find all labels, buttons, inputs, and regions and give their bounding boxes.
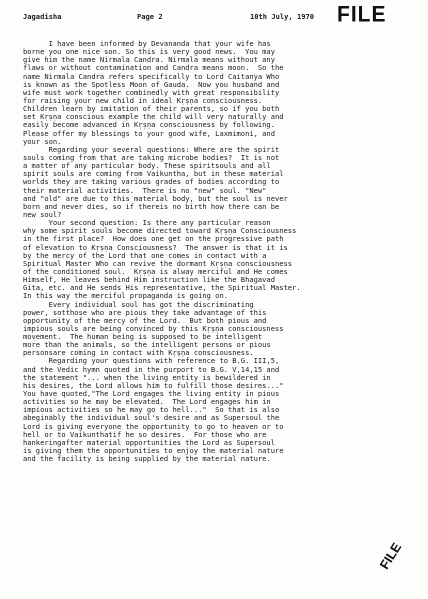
text-line: for raising your new child in ideal Kṛṣṇa consciousness. [23,95,263,105]
text-line: Your second question: Is there any particular reason [23,218,271,228]
text-line: spirit souls are coming from Vaikuntha, but in these material [23,169,284,179]
text-line: Lord is giving everyone the opportunity to go to heaven or to [23,421,284,431]
text-line: their material activities. There is no "new" soul. "New" [23,185,267,195]
letter-date: 10th July, 1970 [250,12,315,21]
text-line: new soul? [23,209,62,219]
text-line: You have quoted,"The Lord engages the living entity in pious [23,389,280,399]
text-line: why some spirit souls become directed toward Kṛṣṇa Consciousness [23,226,297,236]
text-line: a matter of any particular body. These spiritsouls and all [23,161,271,171]
text-line: In this way the merciful propaganda is going on. [23,291,228,301]
text-line: I have been informed by Devananda that your wife has [23,39,271,48]
text-line: worlds they are taking various grades of bodies according to [23,177,280,187]
text-line: and "old" are due to this material body, but the soul is never [23,193,288,203]
text-line: souls coming from that are taking microbe bodies? It is not [23,152,280,162]
text-line: personsare coming in contact with Kṛṣṇa consciousness. [23,348,254,358]
file-stamp-bottom: FILE [376,539,405,572]
text-line: your son. [23,136,62,146]
text-line: Regarding your questions with reference to B.G. III,5, [23,356,280,366]
text-line: easily become advanced in Kṛṣṇa consciousness by following. [23,120,275,130]
text-line: impious souls are being convinced by this Kṛṣṇa consciousness [23,323,284,333]
text-line: Spiritual Master Who can revive the dormant Kṛṣṇa consciousness [23,258,293,268]
text-line: give him the name Nirmala Candra. Nirmala means without any [23,55,275,65]
text-line: Regarding your several questions: Where are the spirit [23,144,280,154]
page-number: Page 2 [137,12,163,21]
text-line: in the first place? How does one get on the progressive path [23,234,284,244]
text-line: impious activities so he may go to hell..." So that is also [23,405,280,415]
text-line: borne you one nice son. So this is very good news. You may [23,47,275,57]
text-line: is giving them the opportunities to enjoy the material nature [23,446,284,456]
text-line: set Kṛṣṇa conscious example the child will very naturally and [23,112,284,122]
text-line: the statement "... when the living entity is bewildered in [23,372,271,382]
text-line: activities so he may be elevated. The Lord engages him in [23,397,271,407]
text-line: of elevation to Kṛṣṇa Consciousness? The answer is that it is [23,242,288,252]
text-line: born and never dies, so if thereis no birth how there can be [23,201,280,211]
text-line: is known as the Spotless Moon of Gauda. Now you husband and [23,79,280,89]
letter-header [0,2,428,27]
text-line: Please offer my blessings to your good wife, Laxmimoni, and [23,128,275,138]
text-line: more than the animals, so the intelligent persons or pious [23,340,271,350]
text-line: and the Vedic hymn quoted in the purport to B.G. V,14,15 and [23,364,280,374]
text-line: of the conditioned soul. Kṛṣṇa is alway merciful and He comes [23,266,288,276]
text-line: power, sotthose who are pious they take advantage of this [23,307,267,317]
text-line: movement. The human being is supposed to be intelligent [23,332,263,342]
text-line: opportunity of the mercy of the Lord. But both pious and [23,315,267,325]
text-line: hankeringafter material opportunities the Lord as Supersoul [23,437,275,447]
text-line: wife must work together combinedly with great responsibility [23,87,280,97]
text-line: Himself, He leaves behind Him instruction like the Bhagavad [23,275,275,285]
text-line: Gita, etc. and He sends His representative, the Spiritual Master. [23,283,301,293]
text-line: by the mercy of the Lord that one comes in contact with a [23,250,267,260]
text-line: Every individual soul has got the discriminating [23,299,254,309]
text-line: Children learn by imitation of their parents, so if you both [23,104,280,114]
text-line: his desires, the Lord allows him to fulfill those desires..." [23,380,284,390]
letter-body [23,40,413,463]
text-line: and the facility is being supplied by the material nature. [23,454,271,464]
text-line: hell or to Vaikunthatif he so desires. For those who are [23,429,267,439]
text-line: name Nirmala Candra refers specifically to Lord Caitanya Who [23,71,280,81]
text-line: abeginably the individual soul's desire and as Supersoul the [23,413,280,423]
recipient-name: Jagadisha [23,12,62,21]
file-stamp: FILE [337,2,387,27]
text-line: flaws or without contamination and Candra means moon. So the [23,63,284,73]
